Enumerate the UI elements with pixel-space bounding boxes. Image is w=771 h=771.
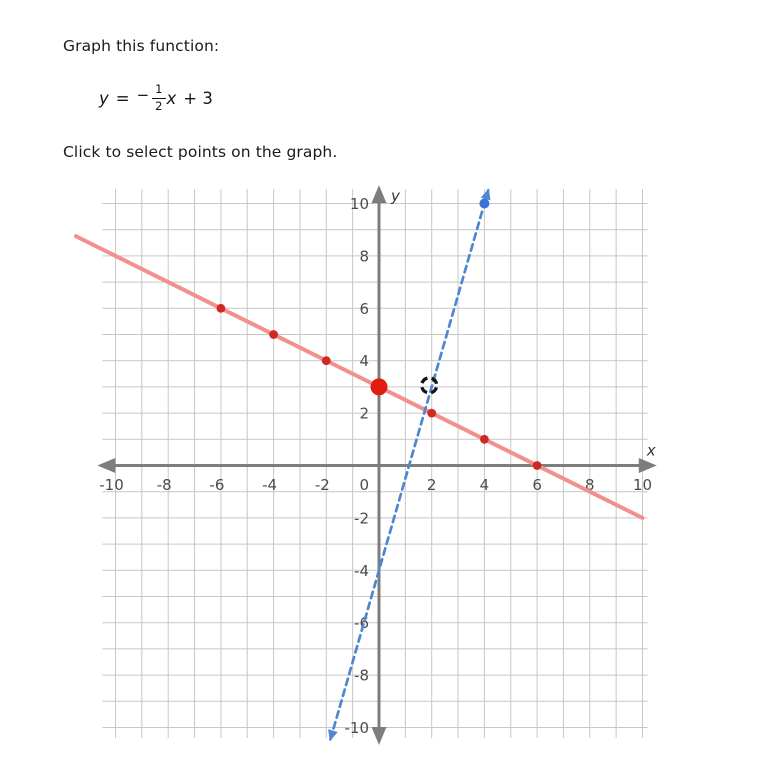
x-tick-label: 6 bbox=[532, 476, 542, 494]
y-tick-label: 6 bbox=[359, 299, 369, 318]
y-tick-label: -4 bbox=[354, 561, 369, 580]
task-prompt: Graph this function: bbox=[63, 37, 220, 55]
selected-point[interactable] bbox=[480, 435, 489, 444]
x-tick-label: -4 bbox=[262, 476, 278, 494]
x-tick-label: 10 bbox=[632, 476, 653, 494]
x-tick-label: 0 bbox=[359, 476, 369, 494]
x-tick-label: 4 bbox=[479, 476, 490, 494]
x-axis-left-arrow-icon bbox=[97, 458, 115, 473]
formula-lhs: y bbox=[99, 88, 109, 108]
selected-point[interactable] bbox=[269, 330, 278, 339]
x-tick-label: 8 bbox=[585, 476, 595, 494]
x-axis-label: x bbox=[646, 441, 656, 460]
y-tick-label: 10 bbox=[349, 195, 369, 213]
y-axis-down-arrow-icon bbox=[372, 727, 387, 745]
cursor-point-indicator[interactable] bbox=[422, 378, 437, 393]
y-tick-label: -2 bbox=[354, 509, 369, 528]
x-tick-label: 2 bbox=[426, 476, 437, 494]
fraction-numerator: 1 bbox=[152, 83, 165, 98]
y-tick-label: -10 bbox=[344, 719, 369, 737]
click-instruction: Click to select points on the graph. bbox=[63, 143, 338, 161]
selected-point[interactable] bbox=[427, 409, 436, 418]
y-tick-label: 2 bbox=[359, 404, 369, 423]
y-tick-label: 4 bbox=[359, 352, 369, 371]
formula-minus-sign: − bbox=[136, 86, 150, 104]
selected-point[interactable] bbox=[533, 461, 542, 470]
formula-constant: + 3 bbox=[183, 88, 213, 108]
x-tick-label: -8 bbox=[156, 476, 172, 494]
y-tick-label: -8 bbox=[354, 666, 369, 685]
x-axis-right-arrow-icon bbox=[639, 458, 657, 473]
x-tick-label: -6 bbox=[209, 476, 225, 494]
y-axis-label: y bbox=[391, 187, 400, 206]
selected-point[interactable] bbox=[217, 304, 226, 313]
formula-variable: x bbox=[166, 88, 177, 108]
x-tick-label: -10 bbox=[99, 476, 124, 494]
formula-equals: = bbox=[115, 88, 130, 108]
x-tick-label: -2 bbox=[314, 476, 330, 494]
selected-point[interactable] bbox=[322, 356, 331, 365]
y-axis-up-arrow-icon bbox=[372, 185, 387, 203]
y-tick-label: 8 bbox=[359, 247, 369, 266]
fraction-denominator: 2 bbox=[155, 98, 163, 113]
selected-point[interactable] bbox=[479, 199, 489, 209]
intercept-point[interactable] bbox=[371, 378, 388, 395]
y-tick-label: -6 bbox=[354, 614, 369, 633]
